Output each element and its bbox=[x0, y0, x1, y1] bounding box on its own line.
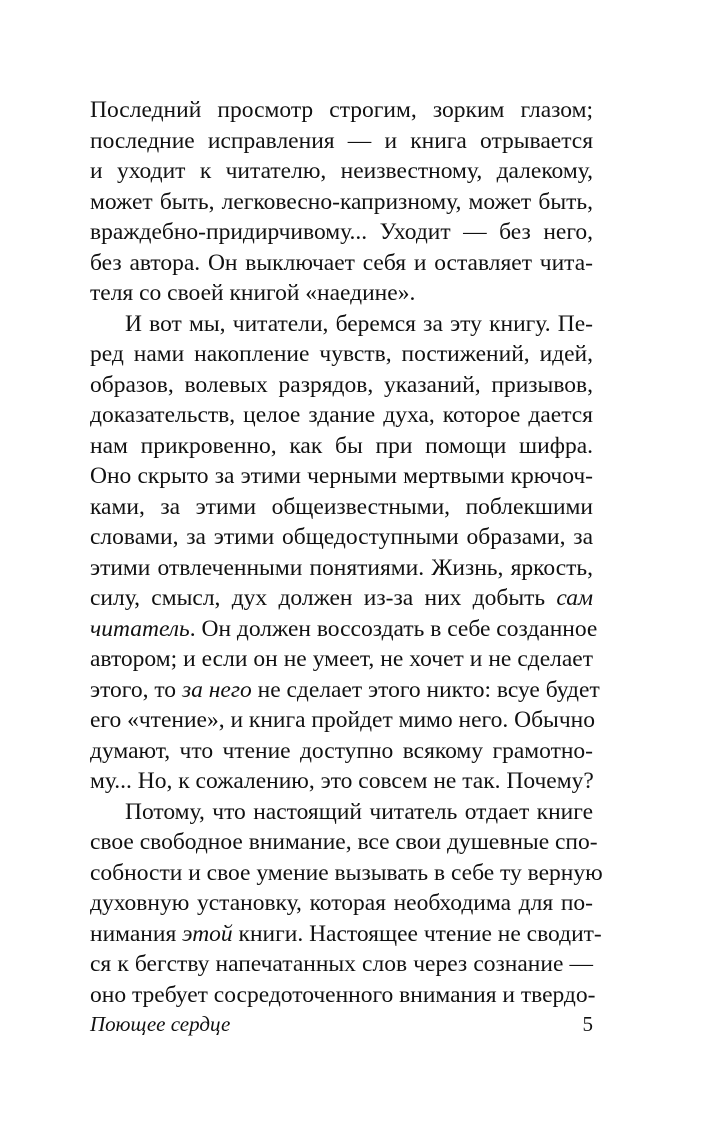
page-number: 5 bbox=[582, 1012, 593, 1036]
text-line: образов, волевых разрядов, указаний, призывов, bbox=[90, 371, 593, 398]
text-line: теля со своей книгой «наедине». bbox=[90, 280, 416, 306]
text-line: собности и свое умение вызывать в себе ту верную bbox=[90, 859, 603, 886]
text-line: и уходит к читателю, неизвестному, далекому, bbox=[90, 158, 593, 184]
text-line: доказательств, целое здание духа, которое дается bbox=[90, 402, 593, 428]
italic-emphasis: читатель bbox=[90, 615, 190, 642]
text-line: враждебно-придирчивому... Уходит — без него, bbox=[90, 219, 593, 245]
text-line: может быть, легковесно-капризному, может быть, bbox=[90, 188, 593, 215]
text-run: книги. Настоящее чтение не сводит- bbox=[232, 920, 602, 947]
text-line: этими отвлеченными понятиями. Жизнь, яркость, bbox=[90, 554, 593, 581]
text-line: Последний просмотр строгим, зорким глазом; bbox=[90, 97, 593, 123]
text-line: духовную установку, которая необходима для по- bbox=[90, 890, 593, 916]
text-line: словами, за этими общедоступными образами, за bbox=[90, 524, 593, 550]
text-line: И вот мы, читатели, беремся за эту книгу. Пе- bbox=[125, 310, 593, 337]
italic-emphasis: этой bbox=[182, 920, 233, 947]
text-line: ся к бегству напечатанных слов через сознание — bbox=[90, 951, 593, 977]
text-line: ред нами накопление чувств, постижений, идей, bbox=[90, 341, 593, 367]
text-line: му... Но, к сожалению, это совсем не так. Почему? bbox=[90, 768, 594, 794]
italic-emphasis: за него bbox=[181, 676, 252, 703]
text-line: Потому, что настоящий читатель отдает книге bbox=[125, 798, 593, 825]
running-footer-title: Поющее сердце bbox=[90, 1012, 231, 1036]
text-run: этого, то bbox=[90, 676, 182, 703]
text-line: ками, за этими общеизвестными, поблекшими bbox=[90, 493, 593, 520]
italic-emphasis: сам bbox=[556, 585, 593, 611]
text-line bbox=[90, 582, 593, 614]
text-line bbox=[90, 918, 602, 950]
text-line: без автора. Он выключает себя и оставляет чита- bbox=[90, 249, 593, 276]
text-line: нам прикровенно, как бы при помощи шифра. bbox=[90, 432, 593, 459]
text-run: не сделает этого никто: всуе будет bbox=[251, 676, 600, 703]
text-line: думают, что чтение доступно всякому грамотно- bbox=[90, 737, 593, 764]
text-line: оно требует сосредоточенного внимания и твердо- bbox=[90, 981, 596, 1008]
text-line bbox=[90, 613, 598, 645]
text-line: последние исправления — и книга отрывается bbox=[90, 127, 593, 154]
text-line: автором; и если он не умеет, не хочет и не сделает bbox=[90, 646, 593, 672]
text-line: его «чтение», и книга пройдет мимо него. Обычно bbox=[90, 707, 595, 733]
text-line bbox=[90, 674, 600, 706]
text-line: Оно скрыто за этими черными мертвыми крючоч- bbox=[90, 463, 593, 489]
text-run: . Он должен воссоздать в себе созданное bbox=[189, 615, 598, 642]
text-run: силу, смысл, дух должен из-за них добыть bbox=[90, 585, 557, 611]
text-line: свое свободное внимание, все свои душевные спо- bbox=[90, 829, 598, 855]
text-run: нимания bbox=[90, 920, 183, 947]
